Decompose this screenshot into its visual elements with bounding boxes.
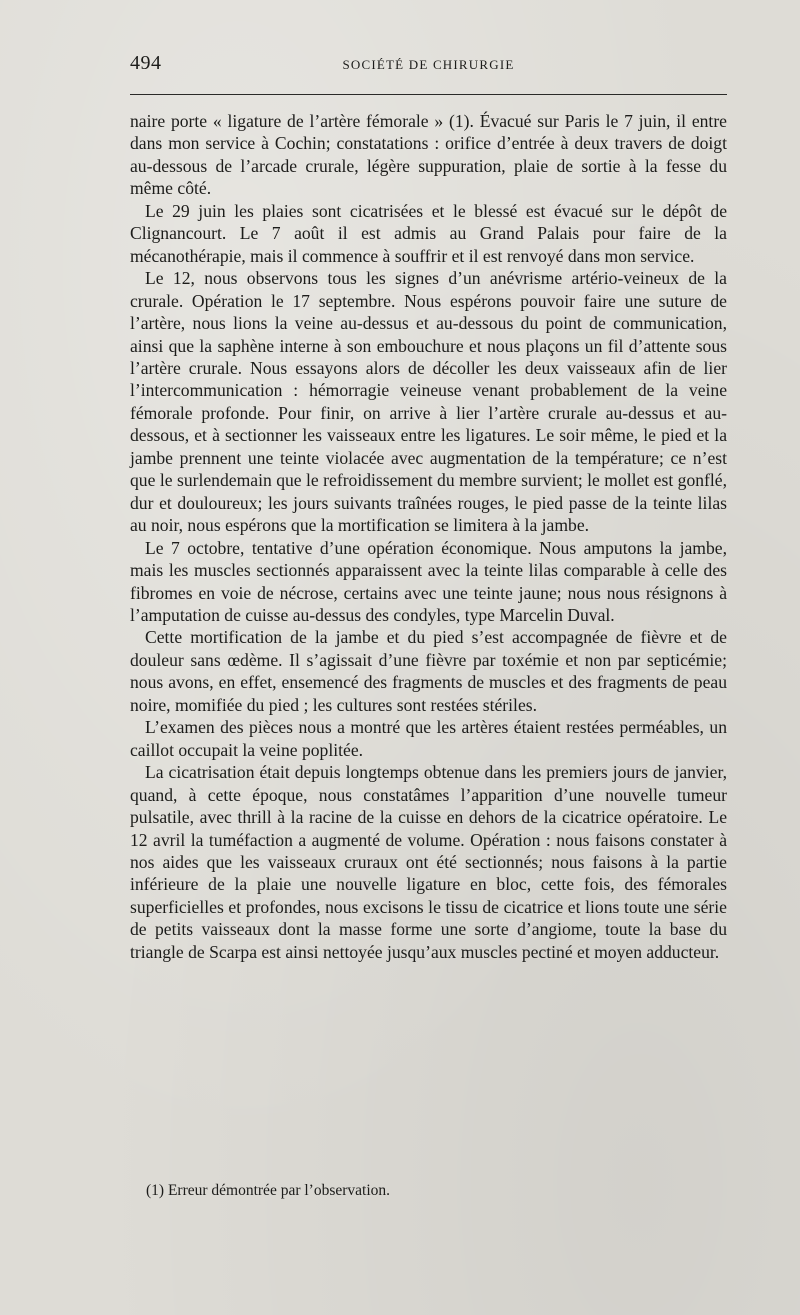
page-header (130, 52, 727, 82)
running-title: SOCIÉTÉ DE CHIRURGIE (342, 57, 515, 72)
footnote: (1) Erreur démontrée par l’observation. (146, 1182, 391, 1199)
paragraph: Le 12, nous observons tous les signes d’un anévrisme artério-veineux de la crurale. Opération le 17 septembre. Nous espérons pouvoir faire une suture de l’artère, nous lions la veine au-dessus et au-dessous du point de communication, ainsi que la saphène interne à son embouchure et nous plaçons un fil d’attente sous l’artère crurale. Nous essayons alors de décoller les deux vaisseaux afin de lier l’intercommunication : hémorragie veineuse venant probablement de la veine fémorale profonde. Pour finir, on arrive à lier l’artère crurale au-dessus et au-dessous, et à sectionner les vaisseaux entre les ligatures. Le soir même, le pied et la jambe prennent une teinte violacée avec augmentation de la température; ce n’est que le surlendemain que le refroidissement du membre survient; le mollet est gonflé, dur et douloureux; les jours suivants traînées rouges, le pied passe de la teinte lilas au noir, nous espérons que la mortification se limitera à la jambe. (130, 268, 727, 536)
header-rule (130, 94, 727, 95)
paragraph: Cette mortification de la jambe et du pied s’est accompagnée de fièvre et de douleur sans œdème. Il s’agissait d’une fièvre par toxémie et non par septicémie; nous avons, en effet, ensemencé des fragments de muscles et des fragments de peau noire, momifiée du pied ; les cultures sont restées stériles. (130, 627, 727, 715)
paragraph: L’examen des pièces nous a montré que les artères étaient restées perméables, un caillot occupait la veine poplitée. (130, 717, 727, 760)
paragraph: naire porte « ligature de l’artère fémorale » (1). Évacué sur Paris le 7 juin, il entre dans mon service à Cochin; constatations : orifice d’entrée à deux travers de doigt au-dessous de l’arcade crurale, légère suppuration, plaie de sortie à la fesse du même côté. (130, 111, 727, 199)
paragraph: Le 7 octobre, tentative d’une opération économique. Nous amputons la jambe, mais les muscles sectionnés apparaissent avec la teinte lilas comparable à celle des fibromes en voie de nécrose, certains avec une teinte jaune; nous nous résignons à l’amputation de cuisse au-dessus des condyles, type Marcelin Duval. (130, 537, 727, 625)
page-number: 494 (130, 52, 162, 74)
body-text (130, 110, 727, 963)
paragraph: La cicatrisation était depuis longtemps obtenue dans les premiers jours de janvier, quand, à cette époque, nous constatâmes l’apparition d’une nouvelle tumeur pulsatile, avec thrill à la racine de la cuisse en dehors de la cicatrice opératoire. Le 12 avril la tuméfaction a augmenté de volume. Opération : nous faisons constater à nos aides que les vaisseaux cruraux ont été sectionnés; nous faisons à la partie inférieure de la plaie une nouvelle ligature en bloc, cette fois, des fémorales superficielles et profondes, nous excisons le tissu de cicatrice et lions toute une série de petits vaisseaux dont la masse forme une sorte d’angiome, toute la base du triangle de Scarpa est ainsi nettoyée jusqu’aux muscles pectiné et moyen adducteur. (130, 762, 727, 962)
paragraph: Le 29 juin les plaies sont cicatrisées et le blessé est évacué sur le dépôt de Clignancourt. Le 7 août il est admis au Grand Palais pour faire de la mécanothérapie, mais il commence à souffrir et il est renvoyé dans mon service. (130, 200, 727, 266)
